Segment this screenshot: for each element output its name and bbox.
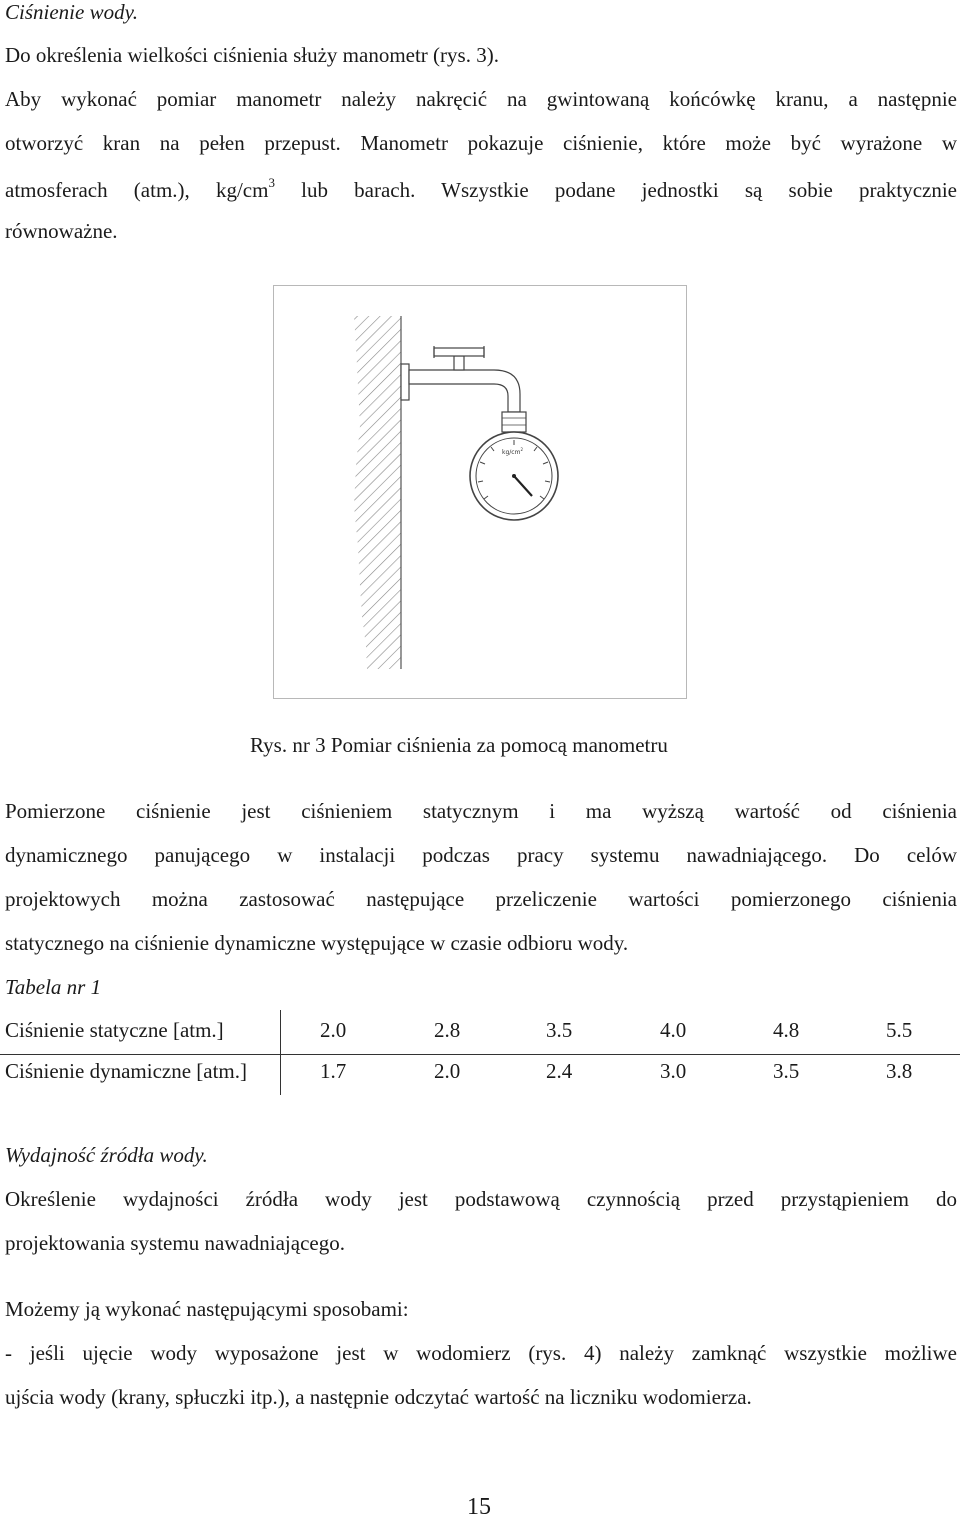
table-cell: 5.5 — [886, 1018, 913, 1042]
body-line: dynamicznego panującego w instalacji podczas pracy systemu nawadniającego. Do celów — [5, 843, 957, 867]
body-line — [5, 175, 957, 203]
table-cell: 2.4 — [546, 1059, 573, 1083]
table-cell: 3.5 — [546, 1018, 573, 1042]
figure-manometer — [273, 285, 687, 699]
table-row-label: Ciśnienie dynamiczne [atm.] — [5, 1059, 248, 1083]
valve-stem — [454, 356, 464, 370]
faucet-flange — [401, 364, 409, 400]
faucet-body — [409, 370, 520, 412]
table-cell: 3.0 — [660, 1059, 687, 1083]
body-line: Aby wykonać pomiar manometr należy nakręcić na gwintowaną końcówkę kranu, a następnie — [5, 87, 957, 111]
table-cell: 1.7 — [320, 1059, 347, 1083]
manometer-illustration — [274, 286, 686, 698]
body-line: statycznego na ciśnienie dynamiczne występujące w czasie odbioru wody. — [5, 931, 629, 955]
table-divider — [0, 1054, 960, 1055]
table-cell: 4.0 — [660, 1018, 687, 1042]
gauge-unit-label: $kg/cm^2$ — [502, 447, 523, 456]
table-cell: 2.8 — [434, 1018, 461, 1042]
table-title: Tabela nr 1 — [5, 975, 102, 999]
body-line: Pomierzone ciśnienie jest ciśnieniem statycznym i ma wyższą wartość od ciśnienia — [5, 799, 957, 823]
table-row-label: Ciśnienie statyczne [atm.] — [5, 1018, 224, 1042]
superscript: 3 — [268, 175, 275, 190]
table-cell: 3.8 — [886, 1059, 913, 1083]
connection-nut — [502, 412, 526, 432]
body-line: otworzyć kran na pełen przepust. Manometr pokazuje ciśnienie, które może być wyrażone w — [5, 131, 957, 155]
body-line: Do określenia wielkości ciśnienia służy manometr (rys. 3). — [5, 43, 499, 67]
text-fragment: lub barach. Wszystkie podane jednostki są sobie praktycznie — [274, 178, 957, 202]
body-line: - jeśli ujęcie wody wyposażone jest w wodomierz (rys. 4) należy zamknąć wszystkie możliwe — [5, 1341, 957, 1365]
text-fragment: atmosferach (atm.), kg/cm — [5, 178, 269, 202]
body-line: projektowych można zastosować następujące przeliczenie wartości pomierzonego ciśnienia — [5, 887, 957, 911]
body-line: Możemy ją wykonać następującymi sposobami: — [5, 1297, 409, 1321]
section-heading-water-pressure: Ciśnienie wody. — [5, 0, 138, 24]
table-cell: 2.0 — [320, 1018, 347, 1042]
body-line: ujścia wody (krany, spłuczki itp.), a następnie odczytać wartość na liczniku wodomierza. — [5, 1385, 752, 1409]
section-heading-water-source: Wydajność źródła wody. — [5, 1143, 208, 1167]
body-line: równoważne. — [5, 219, 118, 243]
table-cell: 4.8 — [773, 1018, 800, 1042]
wall-hatching — [354, 316, 401, 669]
body-line: projektowania systemu nawadniającego. — [5, 1231, 345, 1255]
page-number: 15 — [467, 1494, 491, 1520]
table-divider — [280, 1010, 281, 1095]
table-cell: 2.0 — [434, 1059, 461, 1083]
valve-handle — [434, 348, 484, 356]
table-cell: 3.5 — [773, 1059, 800, 1083]
figure-caption: Rys. nr 3 Pomiar ciśnienia za pomocą manometru — [250, 733, 668, 757]
body-line: Określenie wydajności źródła wody jest podstawową czynnością przed przystąpieniem do — [5, 1187, 957, 1211]
